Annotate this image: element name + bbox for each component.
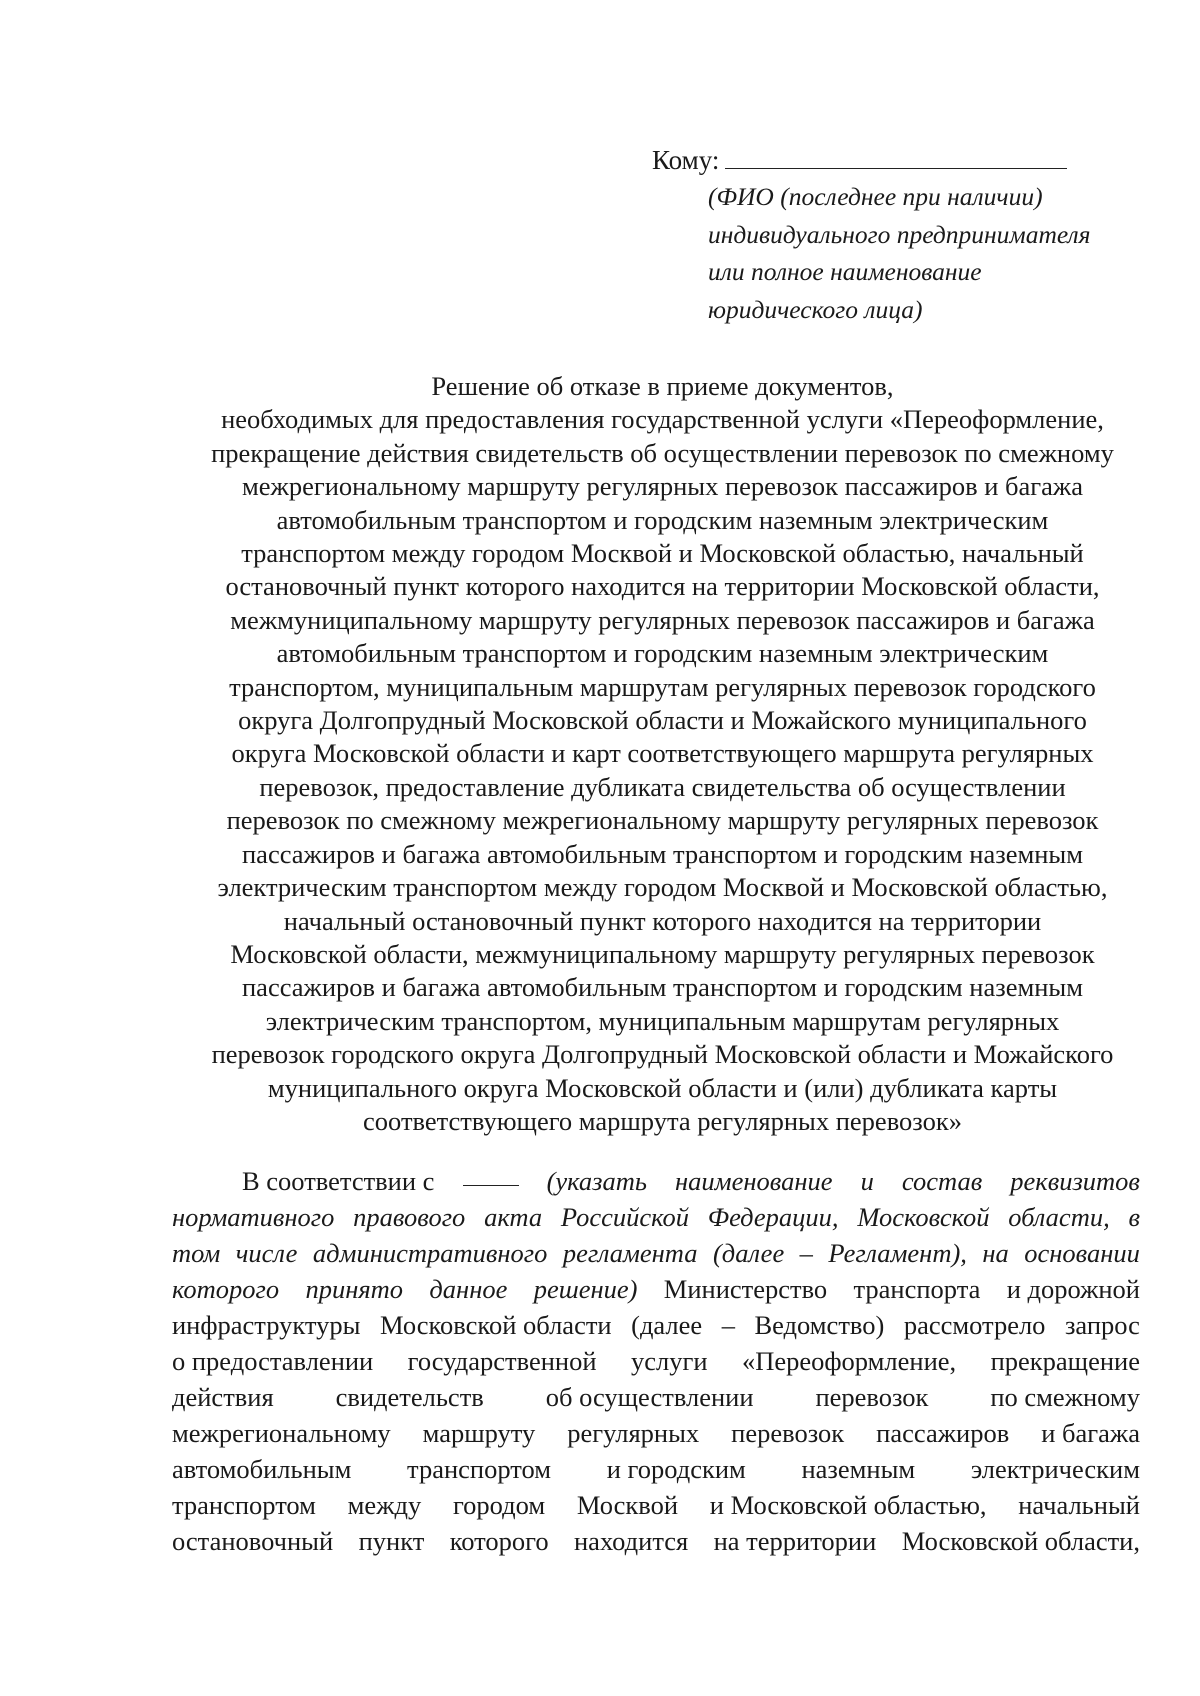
body-italic-word: (далее [712, 1238, 785, 1268]
body-italic-word: и [860, 1166, 874, 1196]
body-line [172, 1487, 1140, 1523]
body-italic-word: Московской [857, 1202, 990, 1232]
title-line: перевозок, предоставление дубликата свидетельства об осуществлении [259, 771, 1066, 802]
addressee-hint-line: или полное наименование [708, 257, 982, 286]
body-italic-word: реквизитов [1010, 1166, 1140, 1196]
body-line [172, 1523, 1140, 1559]
body-italic-word: (указать [546, 1166, 647, 1196]
body-paragraph [172, 1163, 1140, 1559]
body-line [172, 1235, 1140, 1271]
body-line [172, 1343, 1140, 1379]
title-line: пассажиров и багажа автомобильным транспортом и городским наземным [242, 838, 1083, 869]
body-word: рассмотрело [903, 1310, 1046, 1340]
body-italic-word: регламента [562, 1238, 698, 1268]
body-word: действия [172, 1382, 274, 1412]
body-italic-word: принято [305, 1274, 404, 1304]
body-italic-word: Федерации, [707, 1202, 839, 1232]
body-word: перевозок [815, 1382, 929, 1412]
addressee-hint [708, 178, 1152, 328]
body-word: прекращение [990, 1346, 1140, 1376]
body-word: транспортом [407, 1454, 551, 1484]
addressee-block [652, 142, 1152, 328]
body-text-segment: В соответствии с [242, 1166, 435, 1196]
addressee-hint-line: юридического лица) [708, 294, 923, 324]
body-italic-word: области, [1008, 1202, 1110, 1232]
addressee-hint-line: (ФИО (последнее при наличии) [708, 182, 1043, 211]
body-italic-word: Российской [560, 1202, 689, 1232]
body-italic-word: в [1128, 1202, 1140, 1232]
body-italic-word: состав [901, 1166, 983, 1196]
title-line: транспортом между городом Москвой и Московской областью, начальный [241, 538, 1084, 569]
body-word: электрическим [970, 1454, 1140, 1484]
title-line: межрегиональному маршруту регулярных перевозок пассажиров и багажа [242, 471, 1083, 502]
body-line [172, 1199, 1140, 1235]
title-line: пассажиров и багажа автомобильным транспортом и городским наземным [242, 972, 1083, 1003]
body-word: Москвой [576, 1490, 679, 1520]
body-line [172, 1415, 1140, 1451]
body-italic-word: основании [1024, 1238, 1140, 1268]
title-line: перевозок городского округа Долгопрудный Московской области и Можайского [211, 1039, 1114, 1070]
title-line: необходимых для предоставления государственной услуги «Переоформление, [221, 404, 1104, 435]
title-line: электрическим транспортом между городом Москвой и Московской областью, [217, 872, 1108, 903]
body-word: свидетельств [335, 1382, 484, 1412]
title-line: начальный остановочный пункт которого находится на территории [283, 905, 1042, 936]
title-line: остановочный пункт которого находится на территории Московской области, [225, 571, 1100, 602]
body-line [172, 1379, 1140, 1415]
body-italic-word: числе [235, 1238, 298, 1268]
body-word: запрос [1064, 1310, 1140, 1340]
title-line: соответствующего маршрута регулярных перевозок» [363, 1105, 962, 1136]
body-word: остановочный [172, 1526, 334, 1556]
body-word: находится [574, 1526, 689, 1556]
title-line: муниципального округа Московской области и (или) дубликата карты [267, 1072, 1058, 1103]
body-word: и багажа [1041, 1418, 1140, 1448]
title-line: Московской области, межмуниципальному маршруту регулярных перевозок [230, 938, 1095, 969]
body-italic-word: которого [172, 1274, 280, 1304]
body-word: наземным [801, 1454, 916, 1484]
title-line: прекращение действия свидетельств об осуществлении перевозок по смежному [211, 437, 1114, 468]
title-line: перевозок по смежному межрегиональному маршруту регулярных перевозок [226, 805, 1099, 836]
body-word: транспортом [172, 1490, 316, 1520]
addressee-blank-line [725, 146, 1067, 169]
body-italic-word: данное [429, 1274, 508, 1304]
body-word: об осуществлении [545, 1382, 754, 1412]
title-line: электрическим транспортом, муниципальным маршрутам регулярных [265, 1005, 1060, 1036]
body-word: межрегиональному [172, 1418, 391, 1448]
addressee-hint-line: индивидуального предпринимателя [708, 219, 1091, 249]
body-italic-word: акта [484, 1202, 543, 1232]
body-line [172, 1163, 1140, 1199]
title-line: автомобильным транспортом и городским наземным электрическим [276, 638, 1049, 669]
body-word: которого [449, 1526, 549, 1556]
body-word: городом [452, 1490, 546, 1520]
body-italic-word: на [982, 1238, 1009, 1268]
body-word: и дорожной [1006, 1274, 1140, 1304]
title-line: транспортом, муниципальным маршрутам регулярных перевозок городского [229, 671, 1096, 702]
body-line [172, 1271, 1140, 1307]
body-word: «Переоформление, [741, 1346, 957, 1376]
title-line: Решение об отказе в приеме документов, [431, 371, 894, 401]
fill-in-blank [463, 1163, 519, 1186]
body-word: Московской области, [901, 1526, 1140, 1556]
body-word: услуги [630, 1346, 708, 1376]
title-line: межмуниципальному маршруту регулярных перевозок пассажиров и багажа [230, 604, 1095, 635]
body-word: о предоставлении [172, 1346, 374, 1376]
body-word: пункт [358, 1526, 425, 1556]
body-word: государственной [407, 1346, 597, 1376]
body-word: и городским [606, 1454, 746, 1484]
title-line: округа Долгопрудный Московской области и Можайского муниципального [238, 705, 1087, 736]
body-word: Ведомство) [754, 1310, 885, 1340]
body-line [172, 1307, 1140, 1343]
addressee-to-line [652, 142, 1152, 178]
body-italic-word: Регламент), [828, 1238, 967, 1268]
body-word: на территории [713, 1526, 877, 1556]
body-italic-word: решение) [533, 1274, 638, 1304]
body-word: перевозок [731, 1418, 845, 1448]
body-word: инфраструктуры [172, 1310, 361, 1340]
body-word: (далее [631, 1310, 703, 1340]
body-word: Московской области [379, 1310, 612, 1340]
body-word: автомобильным [172, 1454, 352, 1484]
body-word: маршруту [422, 1418, 536, 1448]
body-word: начальный [1018, 1490, 1140, 1520]
body-italic-word: – [799, 1238, 813, 1268]
body-word: Министерство [663, 1274, 828, 1304]
body-line [172, 1451, 1140, 1487]
body-italic-word: нормативного [172, 1202, 335, 1232]
body-word: между [347, 1490, 422, 1520]
body-word: по смежному [990, 1382, 1140, 1412]
body-italic-word: том [172, 1238, 221, 1268]
body-italic-word: правового [353, 1202, 466, 1232]
body-word: – [721, 1310, 735, 1340]
body-italic-word: административного [312, 1238, 548, 1268]
title-line: автомобильным транспортом и городским наземным электрическим [276, 504, 1049, 535]
document-title [165, 370, 1160, 1138]
body-word: и Московской областью, [709, 1490, 987, 1520]
to-label: Кому: [652, 145, 720, 175]
body-word: транспорта [853, 1274, 981, 1304]
title-line: округа Московской области и карт соответствующего маршрута регулярных [231, 738, 1094, 769]
body-word: регулярных [567, 1418, 700, 1448]
body-word: пассажиров [876, 1418, 1010, 1448]
body-italic-word: наименование [675, 1166, 833, 1196]
